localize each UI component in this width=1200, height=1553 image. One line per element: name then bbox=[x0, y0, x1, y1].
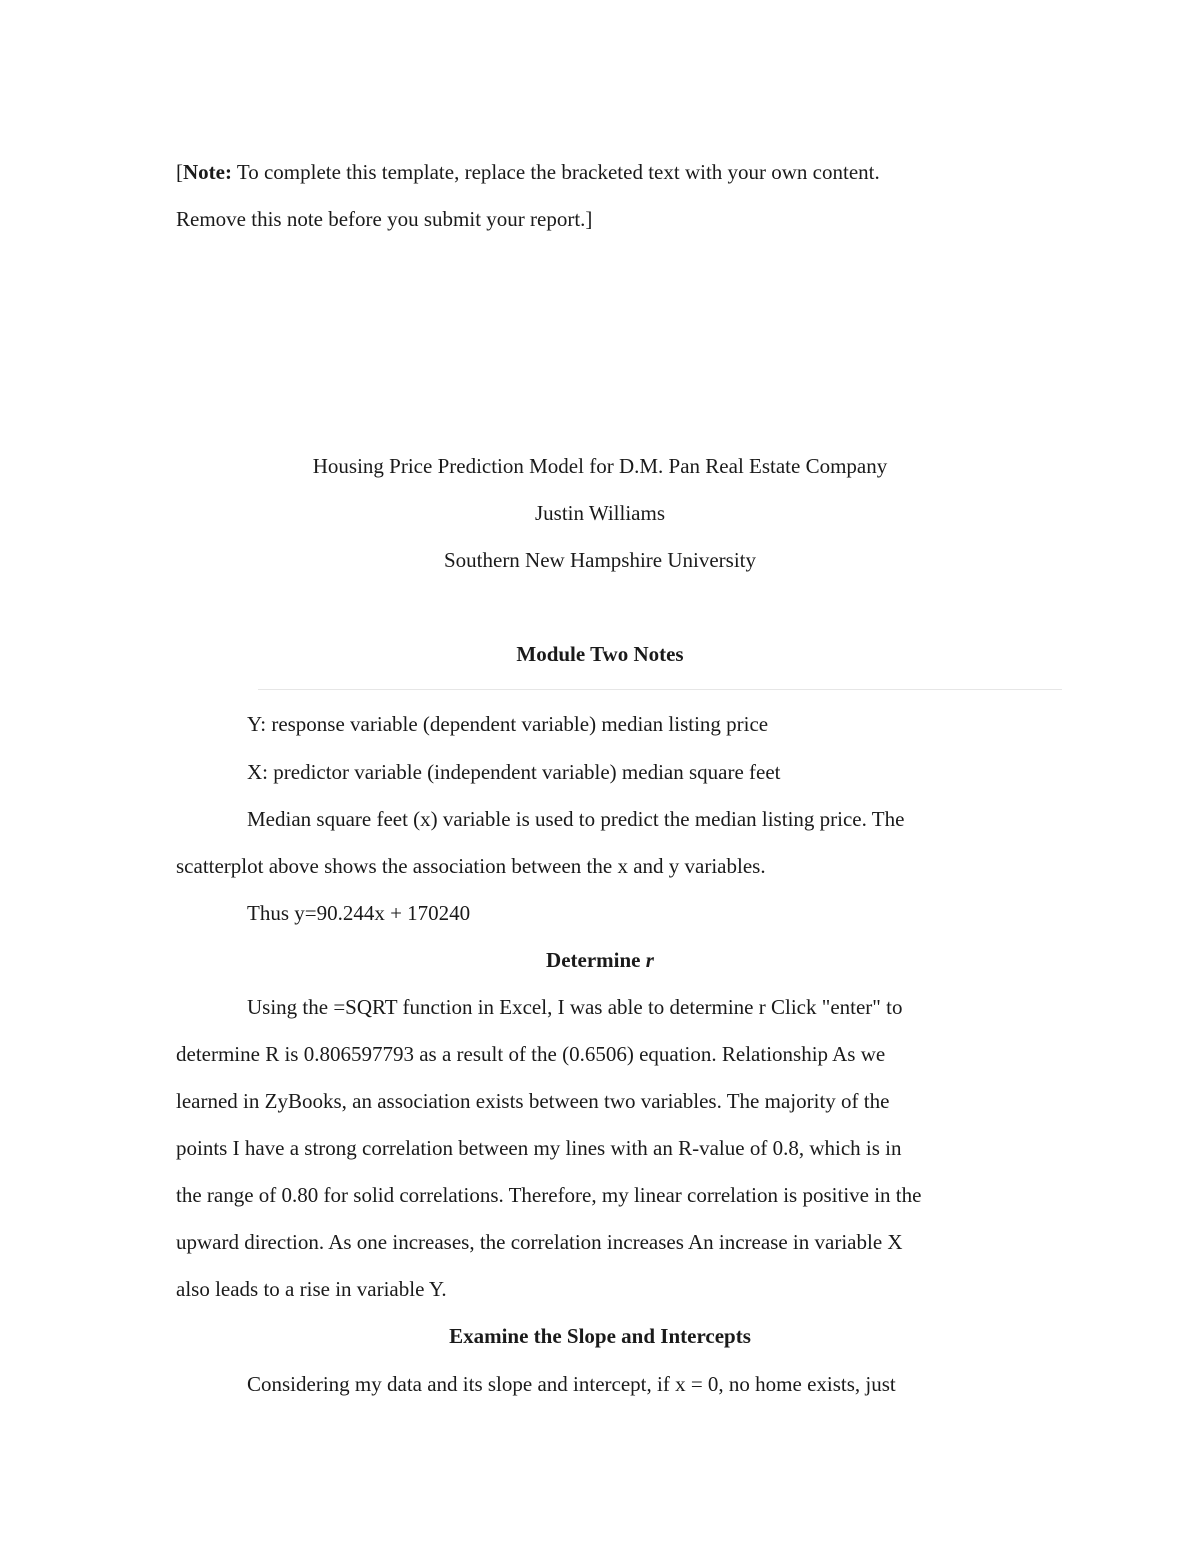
document-title: Housing Price Prediction Model for D.M. Pan Real Estate Company bbox=[312, 454, 888, 478]
regression-equation: Thus y=90.244x + 170240 bbox=[247, 901, 471, 925]
paragraph-line: scatterplot above shows the association between the x and y variables. bbox=[176, 854, 766, 878]
paragraph-line: determine R is 0.806597793 as a result of the (0.6506) equation. Relationship As we bbox=[176, 1042, 886, 1066]
author-name: Justin Williams bbox=[534, 501, 666, 525]
paragraph-line: Median square feet (x) variable is used to predict the median listing price. The bbox=[247, 807, 905, 831]
x-variable-definition: X: predictor variable (independent variable) median square feet bbox=[247, 760, 781, 784]
note-text: To complete this template, replace the bracketed text with your own content. bbox=[231, 160, 880, 184]
note-label: Note: bbox=[183, 160, 232, 184]
heading-text: Determine bbox=[546, 948, 646, 972]
slope-intercepts-heading: Examine the Slope and Intercepts bbox=[449, 1324, 751, 1348]
template-note-line-2: Remove this note before you submit your report.] bbox=[176, 207, 593, 231]
paragraph-line: points I have a strong correlation between my lines with an R-value of 0.8, which is in bbox=[176, 1136, 902, 1160]
y-variable-definition: Y: response variable (dependent variable) median listing price bbox=[247, 712, 769, 736]
module-two-heading: Module Two Notes bbox=[516, 642, 684, 666]
paragraph-line: Using the =SQRT function in Excel, I was able to determine r Click "enter" to bbox=[247, 995, 903, 1019]
paragraph-line: the range of 0.80 for solid correlations. Therefore, my linear correlation is positive in the bbox=[176, 1183, 922, 1207]
paragraph-line: learned in ZyBooks, an association exists between two variables. The majority of the bbox=[176, 1089, 890, 1113]
note-bracket: [ bbox=[176, 160, 183, 184]
determine-r-heading bbox=[0, 946, 1200, 974]
institution-name: Southern New Hampshire University bbox=[443, 548, 757, 572]
heading-variable: r bbox=[645, 948, 654, 972]
paragraph-line: upward direction. As one increases, the correlation increases An increase in variable X bbox=[176, 1230, 903, 1254]
section-divider bbox=[258, 689, 1062, 690]
template-note-line-1 bbox=[176, 158, 880, 186]
paragraph-line: Considering my data and its slope and intercept, if x = 0, no home exists, just bbox=[247, 1372, 896, 1396]
paragraph-line: also leads to a rise in variable Y. bbox=[176, 1277, 447, 1301]
